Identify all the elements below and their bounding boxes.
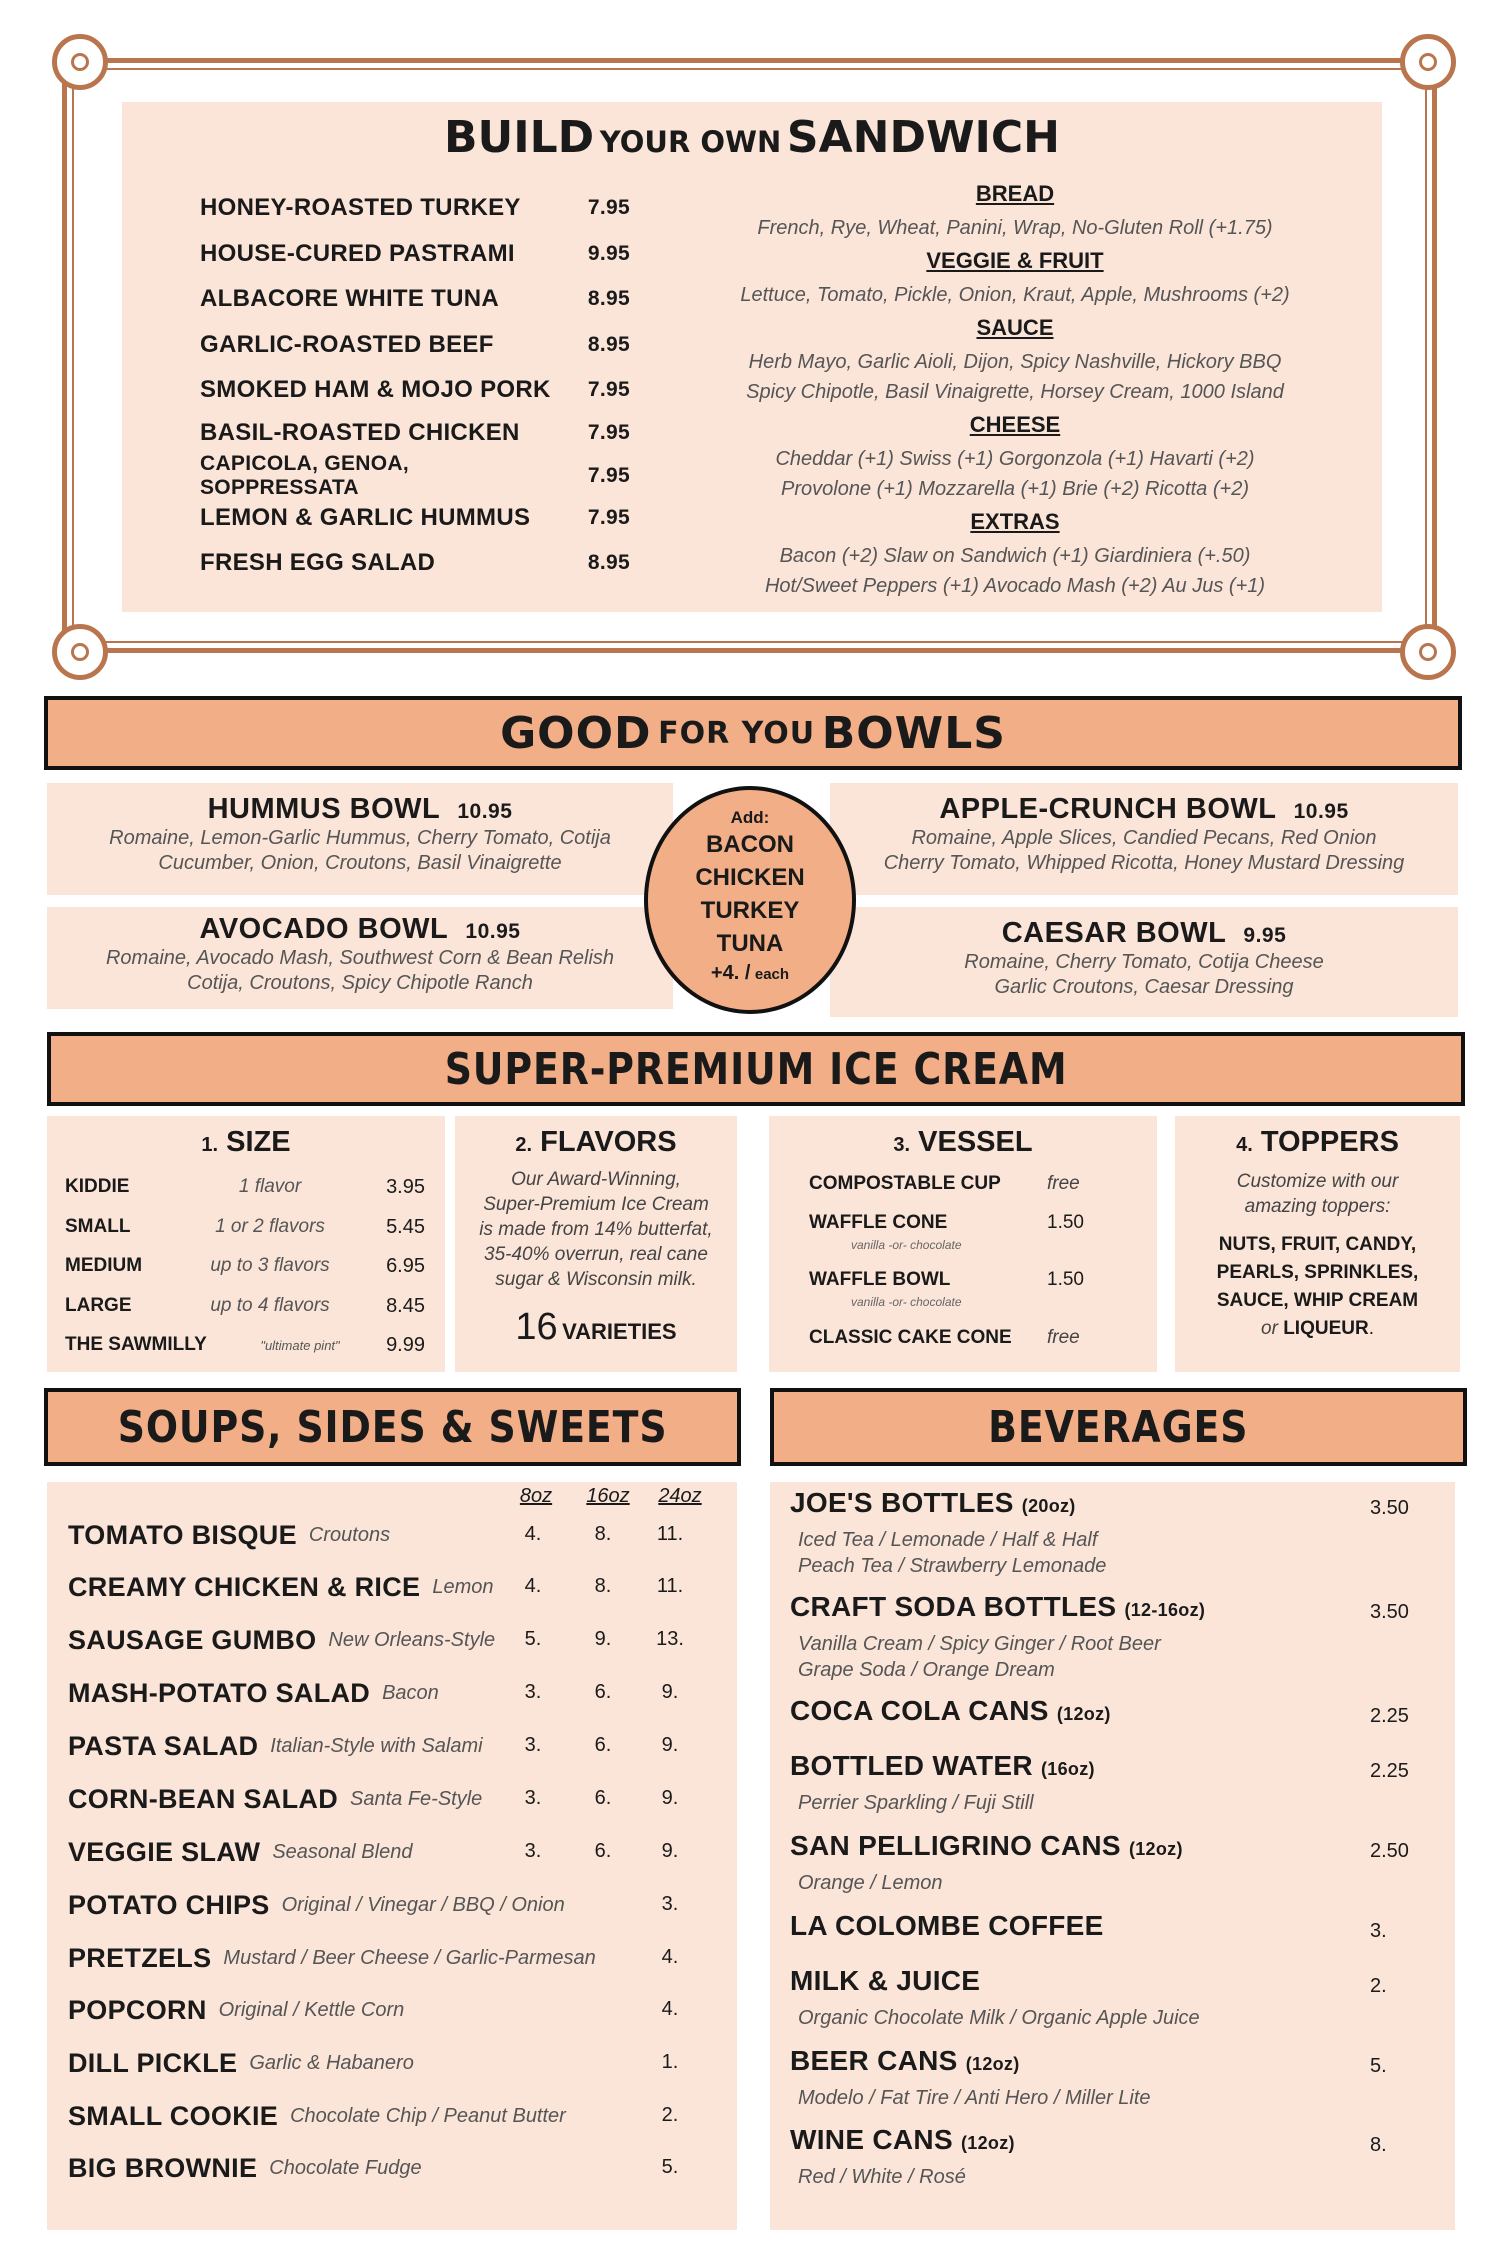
bowl-name: CAESAR BOWL [1001, 917, 1227, 949]
sandwich-item [200, 452, 630, 499]
sandwich-name: SMOKED HAM & MOJO PORK [200, 376, 551, 403]
sandwich-name: ALBACORE WHITE TUNA [200, 285, 500, 312]
item-price: 9. [661, 1840, 679, 1862]
item-price: 9. [661, 1734, 679, 1756]
beverage-desc: Modelo / Fat Tire / Anti Hero / Miller Lite [798, 2087, 1151, 2109]
soups-banner: SOUPS, SIDES & SWEETS [44, 1388, 741, 1466]
item-price: 4. [524, 1523, 542, 1545]
bowl-desc: Garlic Croutons, Caesar Dressing [994, 976, 1294, 998]
item-price: 11. [656, 1523, 684, 1545]
frame-corner-ornament [1400, 34, 1456, 90]
item-price: 8. [594, 1575, 612, 1597]
beverage-desc: Perrier Sparkling / Fuji Still [798, 1792, 1034, 1814]
item-desc: Chocolate Chip / Peanut Butter [290, 2104, 566, 2127]
beverage-price: 2.25 [1370, 1705, 1409, 1727]
bowl-desc: Cucumber, Onion, Croutons, Basil Vinaigrette [158, 852, 562, 874]
beverage-price: 3.50 [1370, 1497, 1409, 1519]
size-panel: 1. SIZE KIDDIE 1 flavor 3.95 SMALL 1 or 2 flavors 5.45 MEDIUM up to 3 flavors 6.95 LARGE up to 4 flavors 8.45 THE SAWMILLY "ultimate pint" 9.99 [47, 1116, 445, 1372]
toppers-panel: 4. TOPPERS Customize with our amazing toppers: NUTS, FRUIT, CANDY, PEARLS, SPRINKLES, SAUCE, WHIP CREAM or LIQUEUR. [1175, 1116, 1460, 1372]
beverage-desc: Orange / Lemon [798, 1872, 943, 1894]
size-option: KIDDIE 1 flavor 3.95 [65, 1175, 425, 1198]
item-price: 6. [594, 1681, 612, 1703]
sauce-options: Spicy Chipotle, Basil Vinaigrette, Horsey Cream, 1000 Island [746, 381, 1284, 403]
vessel-note: vanilla -or- chocolate [851, 1238, 962, 1252]
extras-options: Bacon (+2) Slaw on Sandwich (+1) Giardiniera (+.50) [779, 545, 1251, 567]
beverage-price: 2.25 [1370, 1760, 1409, 1782]
veggie-heading: VEGGIE & FRUIT [926, 248, 1104, 273]
soup-side-item [68, 1885, 708, 1925]
beverage-price: 2. [1370, 1975, 1387, 1997]
sandwich-item [200, 234, 630, 274]
sandwich-price: 7.95 [587, 378, 630, 401]
soup-side-item [68, 2148, 708, 2188]
sandwich-item [200, 279, 630, 319]
sauce-options: Herb Mayo, Garlic Aioli, Dijon, Spicy Nashville, Hickory BBQ [748, 351, 1282, 373]
sandwich-price: 8.95 [587, 551, 630, 574]
vessel-item: COMPOSTABLE CUP free [809, 1173, 1080, 1194]
vessel-note: vanilla -or- chocolate [851, 1295, 962, 1309]
sandwich-price: 7.95 [587, 421, 630, 444]
avocado-bowl [47, 907, 673, 1009]
size-option: MEDIUM up to 3 flavors 6.95 [65, 1254, 425, 1277]
extras-options: Hot/Sweet Peppers (+1) Avocado Mash (+2) Au Jus (+1) [764, 575, 1266, 597]
extras-heading: EXTRAS [970, 509, 1060, 534]
cheese-options: Provolone (+1) Mozzarella (+1) Brie (+2) Ricotta (+2) [781, 478, 1249, 500]
sandwich-price: 7.95 [587, 506, 630, 529]
bowl-price: 10.95 [457, 800, 513, 823]
beverage-name: SAN PELLIGRINO CANS (12oz) [790, 1830, 1183, 1861]
item-price: 5. [661, 2156, 679, 2178]
cheese-heading: CHEESE [969, 412, 1061, 437]
apple-crunch-bowl [830, 783, 1458, 895]
item-price: 3. [524, 1787, 542, 1809]
beverage-price: 5. [1370, 2055, 1387, 2077]
item-name: CREAMY CHICKEN & RICE [68, 1571, 421, 1602]
bowl-name: APPLE-CRUNCH BOWL [939, 793, 1277, 825]
item-price: 3. [524, 1734, 542, 1756]
sandwich-name: GARLIC-ROASTED BEEF [200, 331, 494, 358]
item-desc: Chocolate Fudge [269, 2156, 422, 2179]
size-option: THE SAWMILLY "ultimate pint" 9.99 [65, 1333, 425, 1356]
frame-corner-ornament [1400, 624, 1456, 680]
size-option: SMALL 1 or 2 flavors 5.45 [65, 1215, 425, 1238]
sandwich-name: CAPICOLA, GENOA, SOPPRESSATA [200, 452, 409, 499]
beverage-name: LA COLOMBE COFFEE [790, 1910, 1104, 1941]
sandwich-item [200, 498, 630, 538]
item-price: 13. [656, 1628, 684, 1650]
item-name: VEGGIE SLAW [68, 1836, 261, 1867]
flavors-panel: 2. FLAVORS Our Award-Winning, Super-Premium Ice Cream is made from 14% butterfat, 35-40% overrun, real cane sugar & Wisconsin milk. 16 VARIETIES [455, 1116, 737, 1372]
item-desc: Seasonal Blend [272, 1840, 413, 1863]
beverages-banner: BEVERAGES [770, 1388, 1467, 1466]
size-option: LARGE up to 4 flavors 8.45 [65, 1294, 425, 1317]
item-desc: Bacon [382, 1681, 439, 1704]
sandwich-name: LEMON & GARLIC HUMMUS [200, 504, 531, 531]
vessel-item: CLASSIC CAKE CONE free [809, 1327, 1080, 1348]
item-desc: Italian-Style with Salami [270, 1734, 483, 1757]
item-name: MASH-POTATO SALAD [68, 1677, 371, 1708]
beverage-desc: Organic Chocolate Milk / Organic Apple Juice [798, 2007, 1200, 2029]
beverage-name: BEER CANS (12oz) [790, 2045, 1020, 2076]
beverage-price: 8. [1370, 2134, 1387, 2156]
hummus-bowl [47, 783, 673, 895]
item-price: 4. [661, 1998, 679, 2020]
veggie-options: Lettuce, Tomato, Pickle, Onion, Kraut, Apple, Mushrooms (+2) [740, 284, 1290, 306]
sandwich-name: FRESH EGG SALAD [200, 549, 436, 576]
item-name: POPCORN [68, 1994, 207, 2025]
bowl-desc: Romaine, Lemon-Garlic Hummus, Cherry Tomato, Cotija [109, 827, 611, 849]
cheese-options: Cheddar (+1) Swiss (+1) Gorgonzola (+1) Havarti (+2) [775, 448, 1255, 470]
beverage-name: WINE CANS (12oz) [790, 2124, 1015, 2155]
item-desc: Santa Fe-Style [350, 1787, 483, 1810]
soup-side-item [68, 1990, 708, 2030]
item-desc: Original / Kettle Corn [218, 1998, 405, 2021]
beverage-name: BOTTLED WATER (16oz) [790, 1750, 1095, 1781]
bowl-name: HUMMUS BOWL [207, 793, 441, 825]
vessel-panel: 3. VESSEL COMPOSTABLE CUP free WAFFLE CONE 1.50 vanilla -or- chocolate WAFFLE BOWL 1.50 vanilla -or- chocolate CLASSIC CAKE CONE free [769, 1116, 1157, 1372]
item-price: 4. [524, 1575, 542, 1597]
sandwich-item [200, 188, 630, 228]
sandwich-item [200, 325, 630, 365]
bread-heading: BREAD [975, 181, 1055, 206]
item-price: 11. [656, 1575, 684, 1597]
item-name: TOMATO BISQUE [68, 1519, 297, 1550]
sauce-heading: SAUCE [976, 315, 1054, 340]
beverage-desc: Vanilla Cream / Spicy Ginger / Root Beer Grape Soda / Orange Dream [798, 1633, 1161, 1681]
soup-side-item [68, 2043, 708, 2083]
bowl-name: AVOCADO BOWL [199, 913, 449, 945]
sandwich-price: 8.95 [587, 287, 630, 310]
item-price: 2. [661, 2104, 679, 2126]
item-desc: Lemon [432, 1575, 494, 1598]
item-name: SMALL COOKIE [68, 2100, 279, 2131]
soup-side-item [68, 2096, 708, 2136]
item-name: SAUSAGE GUMBO [68, 1624, 317, 1655]
beverage-price: 3.50 [1370, 1601, 1409, 1623]
item-price: 3. [661, 1893, 679, 1915]
frame-corner-ornament [52, 34, 108, 90]
beverage-name: MILK & JUICE [790, 1965, 981, 1996]
item-name: BIG BROWNIE [68, 2152, 258, 2183]
item-desc: Original / Vinegar / BBQ / Onion [281, 1893, 565, 1916]
sandwich-name: HONEY-ROASTED TURKEY [200, 194, 521, 221]
item-name: CORN-BEAN SALAD [68, 1783, 338, 1814]
item-price: 6. [594, 1787, 612, 1809]
item-desc: Croutons [308, 1523, 391, 1546]
bowl-desc: Cotija, Croutons, Spicy Chipotle Ranch [187, 972, 533, 994]
caesar-bowl [830, 907, 1458, 1017]
soup-side-item [68, 1938, 708, 1978]
vessel-item: WAFFLE CONE 1.50 [809, 1212, 1084, 1233]
item-name: DILL PICKLE [68, 2047, 238, 2078]
item-price: 5. [524, 1628, 542, 1650]
sandwich-name: HOUSE-CURED PASTRAMI [200, 240, 515, 267]
sandwich-price: 9.95 [587, 242, 630, 265]
sandwich-price: 7.95 [587, 464, 630, 487]
item-price: 9. [661, 1681, 679, 1703]
item-price: 6. [594, 1840, 612, 1862]
item-price: 3. [524, 1681, 542, 1703]
item-name: PASTA SALAD [68, 1730, 259, 1761]
item-name: POTATO CHIPS [68, 1889, 270, 1920]
sandwich-title: BUILD YOUR OWN SANDWICH [444, 112, 1060, 163]
vessel-item: WAFFLE BOWL 1.50 [809, 1269, 1084, 1290]
sandwich-item [200, 370, 630, 410]
bowls-banner: GOOD FOR YOU BOWLS [44, 696, 1462, 770]
bowl-price: 10.95 [1293, 800, 1349, 823]
item-desc: Mustard / Beer Cheese / Garlic-Parmesan [223, 1946, 596, 1969]
bowl-desc: Cherry Tomato, Whipped Ricotta, Honey Mustard Dressing [883, 852, 1405, 874]
item-price: 9. [594, 1628, 612, 1650]
sandwich-item [200, 413, 630, 453]
item-price: 8. [594, 1523, 612, 1545]
beverage-desc: Red / White / Rosé [798, 2166, 966, 2188]
item-desc: Garlic & Habanero [249, 2051, 414, 2074]
item-price: 3. [524, 1840, 542, 1862]
beverage-name: CRAFT SODA BOTTLES (12-16oz) [790, 1591, 1206, 1622]
sandwich-price: 8.95 [587, 333, 630, 356]
beverage-price: 3. [1370, 1920, 1387, 1942]
add-protein-badge: Add: BACON CHICKEN TURKEY TUNA +4. / each [644, 786, 856, 1014]
item-price: 1. [661, 2051, 679, 2073]
bowl-price: 9.95 [1243, 924, 1287, 947]
beverage-name: COCA COLA CANS (12oz) [790, 1695, 1111, 1726]
item-desc: New Orleans-Style [328, 1628, 496, 1651]
beverage-name: JOE'S BOTTLES (20oz) [790, 1487, 1076, 1518]
bowl-desc: Romaine, Avocado Mash, Southwest Corn & Bean Relish [105, 947, 615, 969]
item-name: PRETZELS [68, 1942, 212, 1973]
frame-corner-ornament [52, 624, 108, 680]
sandwich-item [200, 543, 630, 583]
bowl-price: 10.95 [465, 920, 521, 943]
bowl-desc: Romaine, Apple Slices, Candied Pecans, Red Onion [911, 827, 1377, 849]
icecream-banner: SUPER-PREMIUM ICE CREAM [47, 1032, 1465, 1106]
varieties-count: 16 [515, 1306, 558, 1348]
beverage-price: 2.50 [1370, 1840, 1409, 1862]
item-price: 4. [661, 1946, 679, 1968]
bowl-desc: Romaine, Cherry Tomato, Cotija Cheese [964, 951, 1324, 973]
bread-options: French, Rye, Wheat, Panini, Wrap, No-Gluten Roll (+1.75) [757, 217, 1273, 239]
item-price: 9. [661, 1787, 679, 1809]
soups-size-headers: 8oz 16oz 24oz [519, 1485, 702, 1507]
sandwich-price: 7.95 [587, 196, 630, 219]
sandwich-name: BASIL-ROASTED CHICKEN [200, 419, 520, 446]
beverage-desc: Iced Tea / Lemonade / Half & Half Peach Tea / Strawberry Lemonade [798, 1529, 1107, 1577]
item-price: 6. [594, 1734, 612, 1756]
